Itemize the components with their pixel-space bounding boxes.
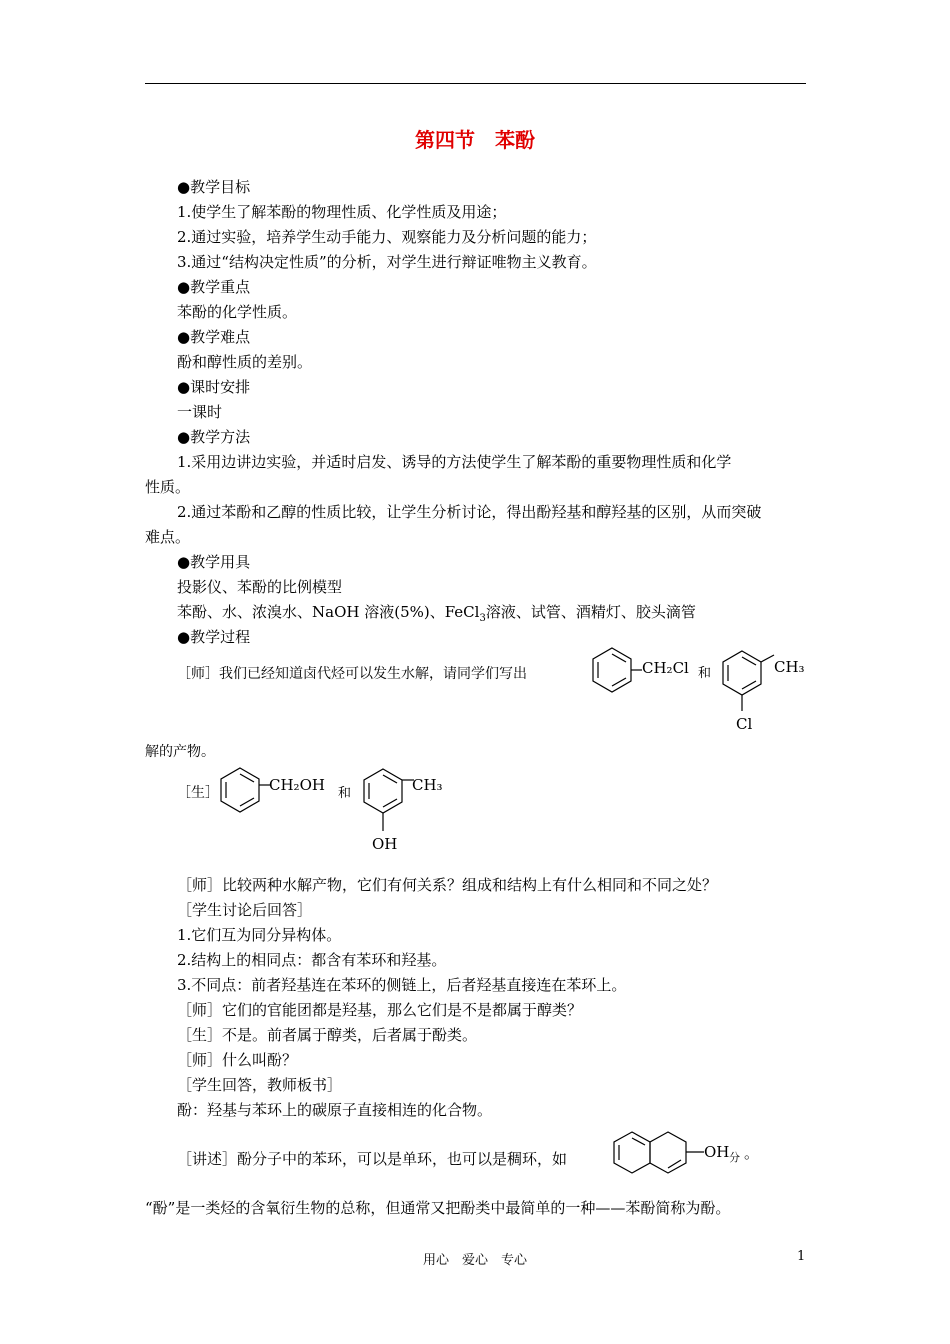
teacher-question-3: ［师］它们的官能团都是羟基，那么它们是不是都属于醇类？ [177,1001,583,1019]
method-1-cont: 性质。 [145,478,191,496]
heading-tools: ●教学用具 [177,553,251,571]
method-1: 1.采用边讲边实验，并适时启发、诱导的方法使学生了解苯酚的重要物理性质和化学 [177,453,732,471]
teacher-question-2: ［师］比较两种水解产物，它们有何关系？组成和结构上有什么相同和不同之处？ [177,876,718,894]
oh-label: OH [372,835,398,853]
naph-oh-label: OH [704,1143,730,1161]
answer-2: 2.结构上的相同点：都含有苯环和羟基。 [177,951,447,969]
reactant-structures [590,643,820,738]
and-label: 和 [698,666,712,681]
footer-motto: 用心 爱心 专心 [422,1253,527,1268]
and-label-2: 和 [338,786,352,801]
difficulty-text: 酚和醇性质的差别。 [177,353,313,371]
phenol-definition: 酚：羟基与苯环上的碳原子直接相连的化合物。 [177,1101,493,1119]
objective-1: 1.使学生了解苯酚的物理性质、化学性质及用途； [177,203,507,221]
tools-line-1: 投影仪、苯酚的比例模型 [177,578,343,596]
student-answer-label: ［生］ [177,785,219,801]
phenol-summary: “酚”是一类烃的含氧衍生物的总称，但通常又把酚类中最简单的一种——苯酚简称为酚。 [145,1199,731,1217]
heading-methods: ●教学方法 [177,428,251,446]
student-discussion: ［学生讨论后回答］ [177,901,313,919]
method-2: 2.通过苯酚和乙醇的性质比较，让学生分析讨论，得出酚羟基和醇羟基的区别，从而突破 [177,503,762,521]
teacher-question-1-cont: 解的产物。 [145,744,215,760]
heading-schedule: ●课时安排 [177,378,251,396]
header-rule [145,83,806,84]
schedule-text: 一课时 [177,403,223,421]
ch3-label-2: CH₃ [412,776,443,794]
ch3-label: CH₃ [774,658,805,676]
method-2-cont: 难点。 [145,528,191,546]
svg-text:。: 。 [744,1144,760,1162]
student-answer-2: ［生］不是。前者属于醇类，后者属于酚类。 [177,1026,478,1044]
student-answer-board: ［学生回答，教师板书］ [177,1076,343,1094]
ch2cl-label: CH₂Cl [642,659,689,677]
objective-3: 3.通过“结构决定性质”的分析，对学生进行辩证唯物主义教育。 [177,253,597,271]
svg-text:分: 分 [729,1151,740,1164]
teacher-question-1: ［师］我们已经知道卤代烃可以发生水解，请同学们写出 [177,666,527,682]
objective-2: 2.通过实验，培养学生动手能力、观察能力及分析问题的能力； [177,228,597,246]
ch2oh-label: CH₂OH [269,776,325,794]
answer-3: 3.不同点：前者羟基连在苯环的侧链上，后者羟基直接连在苯环上。 [177,976,627,994]
heading-key-points: ●教学重点 [177,278,251,296]
heading-difficulties: ●教学难点 [177,328,251,346]
naphthol-structure [610,1128,760,1188]
cl-label: Cl [736,715,753,733]
answer-1: 1.它们互为同分异构体。 [177,926,342,944]
product-structures [212,763,462,858]
lecture-line: ［讲述］酚分子中的苯环，可以是单环，也可以是稠环，如 [177,1150,568,1168]
naphthalene-ring-2 [650,1132,686,1173]
tools-line-2: 苯酚、水、浓溴水、NaOH 溶液(5%)、FeCl$_3$溶液、试管、酒精灯、胶头滴管 [177,603,696,624]
teacher-question-4: ［师］什么叫酚？ [177,1051,298,1069]
heading-process: ●教学过程 [177,628,251,646]
page-title: 第四节 苯酚 [415,128,535,152]
key-point-text: 苯酚的化学性质。 [177,303,298,321]
heading-objectives: ●教学目标 [177,178,251,196]
page-number: 1 [797,1249,806,1264]
